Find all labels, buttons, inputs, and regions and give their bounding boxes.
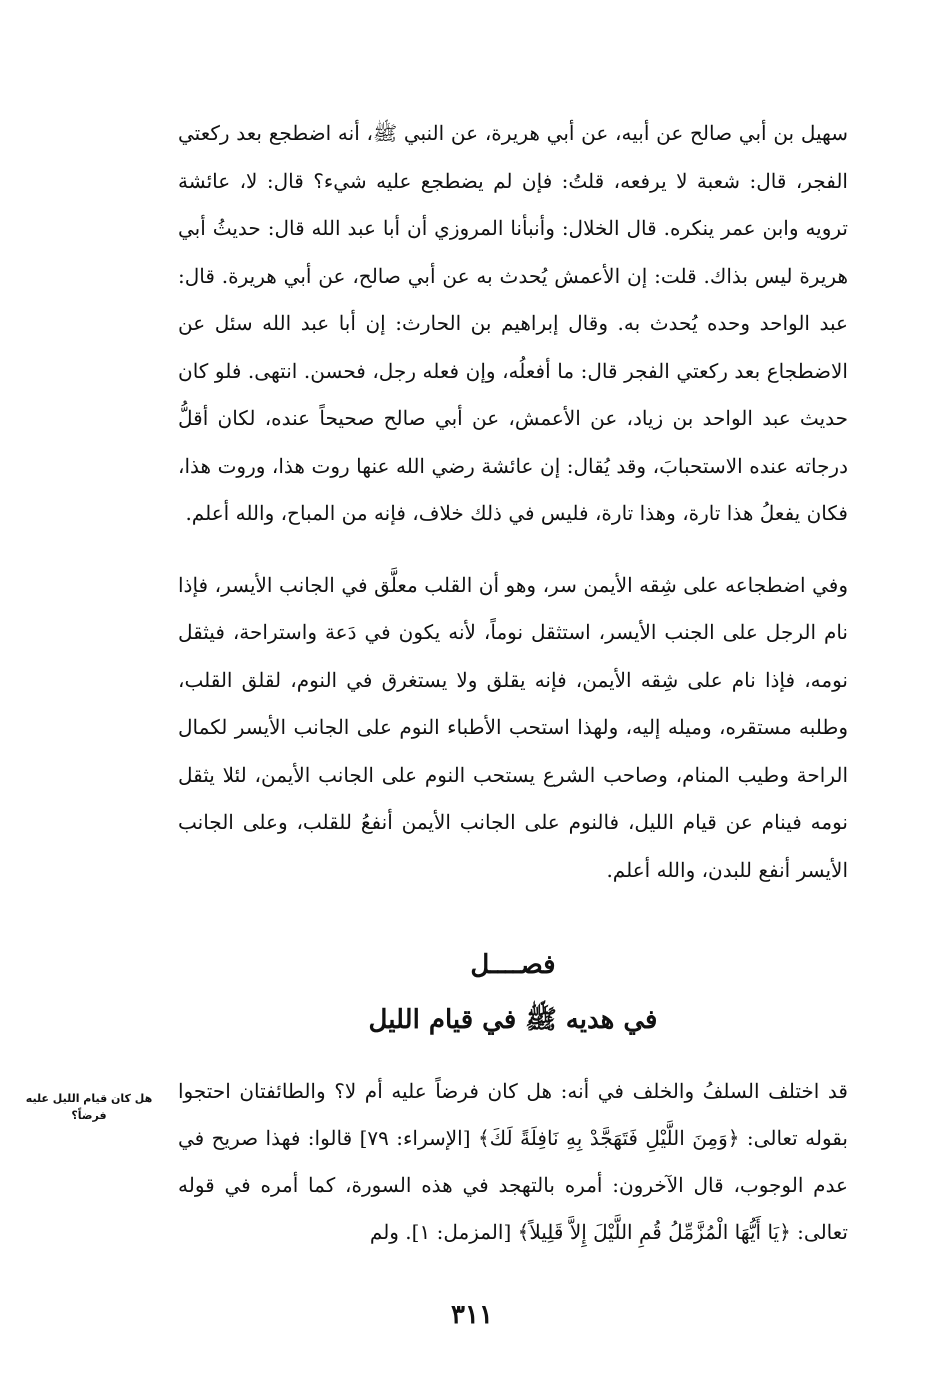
paragraph-night-prayer: قد اختلف السلفُ والخلف في أنه: هل كان فرضاً عليه أم لا؟ والطائفتان احتجوا بقوله تعالى: ﴿وَمِنَ اللَّيْلِ فَتَهَجَّدْ بِهِ نَافِلَةً لَكَ﴾ [الإسراء: ٧٩] قالوا: فهذا صريح في عدم الوجوب، قال الآخرون: أمره بالتهجد في هذه السورة، كما أمره في قوله تعالى: ﴿يَا أَيُّهَا الْمُزَّمِّلُ قُمِ اللَّيْلَ إِلاَّ قَلِيلاً﴾ [المزمل: ١]. ولم <box>178 1079 848 1244</box>
page-number: ٣١١ <box>451 1300 493 1330</box>
section-body <box>178 1068 848 1256</box>
paragraph-hadith-discussion: سهيل بن أبي صالح عن أبيه، عن أبي هريرة، عن النبي ﷺ، أنه اضطجع بعد ركعتي الفجر، قال: شعبة لا يرفعه، قلتُ: فإن لم يضطجع عليه شيء؟ قال: لا، عائشة ترويه وابن عمر ينكره. قال الخلال: وأنبأنا المروزي أن أبا عبد الله قال: حديثُ أبي هريرة ليس بذاك. قلت: إن الأعمش يُحدث به عن أبي صالح، عن أبي هريرة. قال: عبد الواحد وحده يُحدث به. وقال إبراهيم بن الحارث: إن أبا عبد الله سئل عن الاضطجاع بعد ركعتي الفجر قال: ما أفعلُه، وإن فعله رجل، فحسن. انتهى. فلو كان حديث عبد الواحد بن زياد، عن الأعمش، عن أبي صالح صحيحاً عنده، لكان أقلُّ درجاته عنده الاستحبابَ، وقد يُقال: إن عائشة رضي الله عنها روت هذا، وروت هذا، فكان يفعلُ هذا تارة، وهذا تارة، فليس في ذلك خلاف، فإنه من المباح، والله أعلم. <box>178 121 848 525</box>
margin-note: هل كان قيام الليل عليه فرضاً؟ <box>25 1092 153 1122</box>
section-subheading: في هديه ﷺ في قيام الليل <box>368 1005 658 1035</box>
paragraph-spacer <box>178 538 848 562</box>
main-text-column <box>178 110 848 894</box>
section-heading: فصــــل <box>470 950 556 980</box>
paragraph-sleeping-side: وفي اضطجاعه على شِقه الأيمن سر، وهو أن القلب معلَّق في الجانب الأيسر، فإذا نام الرجل على الجنب الأيسر، استثقل نوماً، لأنه يكون في دَعة واستراحة، فيثقل نومه، فإذا نام على شِقه الأيمن، فإنه يقلق ولا يستغرق في النوم، لقلق القلب، وطلبه مستقره، وميله إليه، ولهذا استحب الأطباء النوم على الجانب الأيسر لكمال الراحة وطيب المنام، وصاحب الشرع يستحب النوم على الجانب الأيمن، لئلا يثقل نومه فينام عن قيام الليل، فالنوم على الجانب الأيمن أنفعُ للقلب، وعلى الجانب الأيسر أنفع للبدن، والله أعلم. <box>178 572 848 882</box>
